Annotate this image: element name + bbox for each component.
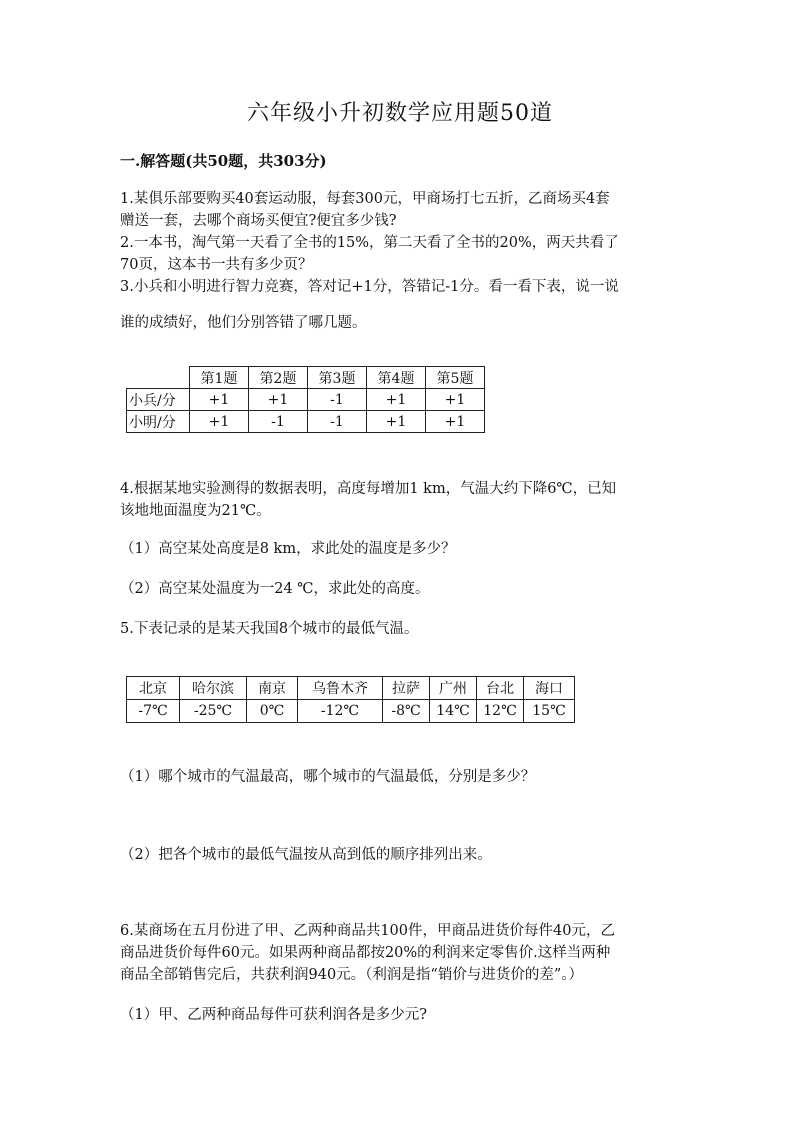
q5-line: 5.下表记录的是某天我国8个城市的最低气温。: [120, 621, 419, 637]
q6-sub1: （1）甲、乙两种商品每件可获利润各是多少元?: [120, 1007, 427, 1023]
table-cell: +1: [190, 411, 249, 433]
table-header-cell: 第2题: [249, 367, 308, 389]
q4-line1: 4.根据某地实验测得的数据表明，高度每增加1 km，气温大约下降6℃，已知: [120, 481, 617, 497]
table-cell: +1: [190, 389, 249, 411]
table-header-cell: 南京: [247, 677, 298, 700]
table-header-cell: 哈尔滨: [180, 677, 247, 700]
q4-line2: 该地地面温度为21℃。: [120, 503, 271, 519]
table-header-cell: 第4题: [367, 367, 426, 389]
page-title: 六年级小升初数学应用题50道: [247, 101, 553, 126]
table-cell: -8℃: [383, 700, 430, 723]
table-row: [127, 367, 485, 389]
table-cell: +1: [426, 389, 485, 411]
table-cell: -1: [308, 411, 367, 433]
table-row: [127, 411, 485, 433]
table-header-cell: 北京: [127, 677, 180, 700]
table-row: [127, 700, 575, 723]
table-cell: +1: [367, 389, 426, 411]
q1-line2: 赠送一套，去哪个商场买便宜?便宜多少钱?: [120, 213, 397, 229]
table-cell: -1: [249, 411, 308, 433]
table-cell: 小明/分: [127, 411, 190, 433]
table-cell: +1: [367, 411, 426, 433]
table-header-cell: 台北: [477, 677, 524, 700]
temperature-table: [126, 676, 575, 723]
q1-line1: 1.某俱乐部要购买40套运动服，每套300元，甲商场打七五折，乙商场买4套: [120, 191, 610, 207]
q6-line3: 商品全部销售完后，共获利润940元。（利润是指“销价与进货价的差”。）: [120, 967, 583, 983]
table-cell: 12℃: [477, 700, 524, 723]
table-cell: [127, 367, 190, 389]
q6-line2: 商品进货价每件60元。如果两种商品都按20%的利润来定零售价.这样当两种: [120, 945, 611, 961]
q5-sub1: （1）哪个城市的气温最高，哪个城市的气温最低，分别是多少？: [120, 769, 536, 785]
table-header-cell: 第1题: [190, 367, 249, 389]
table-cell: 0℃: [247, 700, 298, 723]
table-header-cell: 广州: [430, 677, 477, 700]
section-heading: 一.解答题(共50题，共303分): [120, 152, 327, 170]
table-cell: 15℃: [524, 700, 575, 723]
table-header-cell: 第5题: [426, 367, 485, 389]
q2-line2: 70页，这本书一共有多少页？: [120, 257, 313, 273]
table-header-cell: 乌鲁木齐: [298, 677, 383, 700]
table-cell: -12℃: [298, 700, 383, 723]
q5-sub2: （2）把各个城市的最低气温按从高到低的顺序排列出来。: [120, 847, 492, 863]
table-cell: +1: [426, 411, 485, 433]
table-header-cell: 第3题: [308, 367, 367, 389]
table-header-cell: 拉萨: [383, 677, 430, 700]
q6-line1: 6.某商场在五月份进了甲、乙两种商品共100件，甲商品进货价每件40元，乙: [120, 923, 615, 939]
table-row: [127, 389, 485, 411]
table-cell: -7℃: [127, 700, 180, 723]
table-header-cell: 海口: [524, 677, 575, 700]
table-cell: -25℃: [180, 700, 247, 723]
q4-sub1: （1）高空某处高度是8 km，求此处的温度是多少？: [120, 541, 456, 557]
score-table: [126, 366, 485, 433]
q4-sub2: （2）高空某处温度为一24 ℃，求此处的高度。: [120, 581, 430, 597]
q3-line2: 谁的成绩好，他们分别答错了哪几题。: [120, 315, 367, 331]
table-cell: -1: [308, 389, 367, 411]
q3-line1: 3.小兵和小明进行智力竞赛，答对记+1分，答错记-1分。看一看下表，说一说: [120, 279, 619, 295]
q2-line1: 2.一本书，淘气第一天看了全书的15%，第二天看了全书的20%，两天共看了: [120, 235, 619, 251]
table-row: [127, 677, 575, 700]
table-cell: 14℃: [430, 700, 477, 723]
table-cell: +1: [249, 389, 308, 411]
table-cell: 小兵/分: [127, 389, 190, 411]
